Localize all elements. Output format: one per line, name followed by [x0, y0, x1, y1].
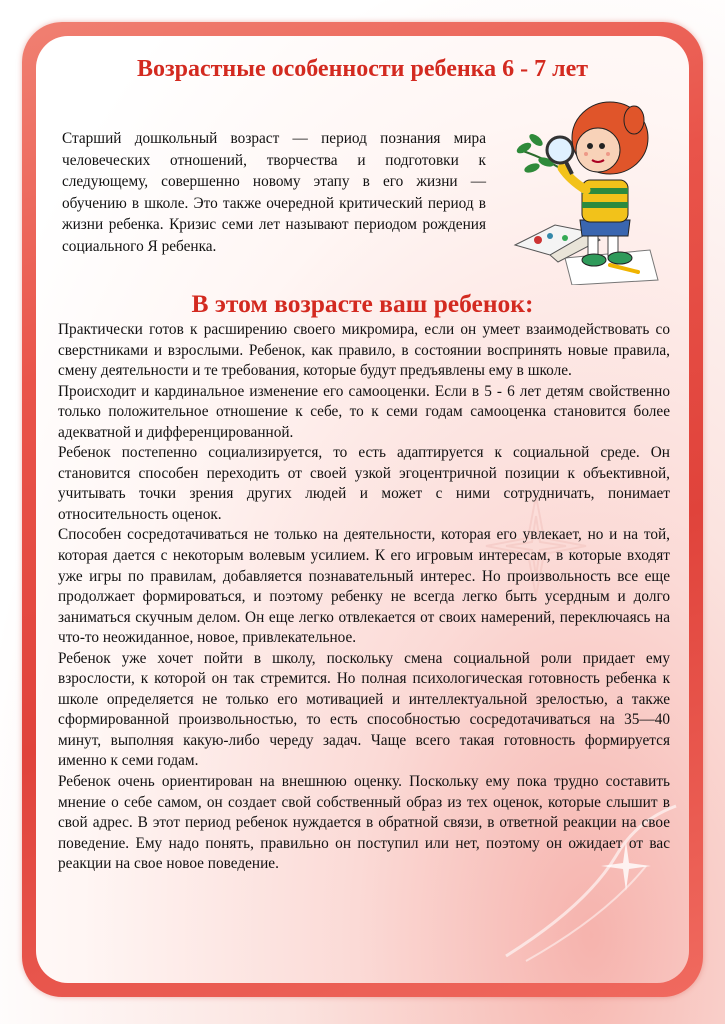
- body-paragraph: Способен сосредотачиваться не только на деятельности, которая его увлекает, но и на той, которая дается с некоторым волевым усилием. К его игровым интересам, в которые входят уже игры по правилам, добавляется познавательный интерес. Но произвольность все еще продолжает формироваться, и поэтому ребенку не всегда легко быть усердным и долго заниматься скучным делом. Он еще легко отвлекается от своих намерений, переключаясь на что-то неожиданное, новое, привлекательное.: [58, 526, 670, 647]
- body-paragraph: Происходит и кардинальное изменение его самооценки. Если в 5 - 6 лет детям свойственно только положительное отношение к себе, то к семи годам самооценка становится более адекватной и дифференцированной.: [58, 382, 670, 441]
- body-paragraph: Ребенок очень ориентирован на внешнюю оценку. Поскольку ему пока трудно составить мнение о себе самом, он создает свой собственный образ из тех оценок, которые слышит в свой адрес. В этот период ребенок нуждается в обратной связи, в ответной реакции на свое поведение. Ему надо понять, правильно он поступил или нет, поэтому он ожидает от вас реакции на свое новое поведение.: [58, 773, 670, 873]
- intro-paragraph: Старший дошкольный возраст — период познания мира человеческих отношений, творчества и подготовки к следующему, совершенно новому этапу в его жизни — обучению в школе. Это также очередной критический период в жизни ребенка. Кризис семи лет называют периодом рождения социального Я ребенка.: [62, 130, 486, 255]
- body-paragraph: Ребенок постепенно социализируется, то есть адаптируется к социальной среде. Он становится способен переходить от своей узкой эгоцентричной позиции к объективной, учитывать точки зрения других людей и может с ними сотрудничать, понимает относительность оценок.: [58, 444, 670, 523]
- page-title: Возрастные особенности ребенка 6 - 7 лет: [136, 56, 589, 82]
- section-heading: В этом возрасте ваш ребенок:: [191, 289, 534, 318]
- body-paragraph: Практически готов к расширению своего микромира, если он умеет взаимодействовать со сверстниками и взрослыми. Ребенок, как правило, в состоянии воспринять новые правила, смену деятельности и те требования, которые будут предъявлены ему в школе.: [58, 321, 670, 380]
- body-text: [58, 320, 670, 875]
- child-with-magnifying-glass-icon: [510, 80, 660, 285]
- body-paragraph: Ребенок уже хочет пойти в школу, поскольку смена социальной роли придает ему взрослости, к которой он так стремится. Но полная психологическая готовность ребенка к школе определяется не только его мотивацией и интеллектуальной зрелостью, а также сформированной произвольностью, то есть способностью сосредотачиваться на 35—40 минут, выполняя какую-либо череду задач. Чаще всего такая готовность формируется именно к семи годам.: [58, 649, 670, 770]
